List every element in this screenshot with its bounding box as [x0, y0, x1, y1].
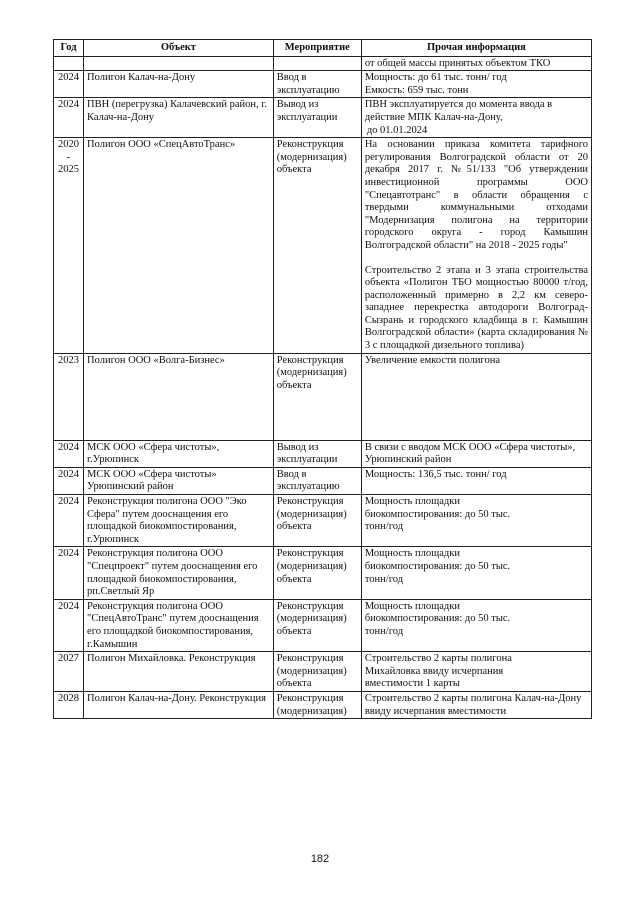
year-cell: 2028	[54, 691, 84, 718]
event-cell: Ввод в эксплуатацию	[273, 467, 361, 494]
info-line: до 01.01.2024	[366, 124, 428, 136]
info-line: ПВН эксплуатируется до момента ввода в действие МПК Калач-на-Дону,	[364, 99, 553, 123]
info-cell: Мощность площадки биокомпостирования: до 50 тыс. тонн/год	[361, 547, 591, 599]
event-cell: Вывод из эксплуатации	[273, 98, 361, 138]
table-row	[54, 440, 592, 467]
plan-table	[53, 39, 592, 719]
table-row	[54, 599, 592, 651]
info-cell: Увеличение емкости полигона	[361, 353, 591, 440]
table-row	[54, 98, 592, 138]
info-cell: Мощность площадки биокомпостирования: до 50 тыс. тонн/год	[361, 599, 591, 651]
info-paragraph: На основании приказа комитета тарифного регулирования Волгоградской области от 20 декабря 2017 г. №51/133 "Об утверждении инвестиционной программы ООО "Спецавтотранс" в области обращения с твердыми коммунальными отходами "Модернизация полигона на территории городского округа - город Камышин Волгоградской области" на 2018 - 2025 годы"	[364, 139, 588, 251]
object-cell: Полигон ООО «СпецАвтоТранс»	[84, 138, 274, 354]
info-cell: Мощность: 136,5 тыс. тонн/ год	[361, 467, 591, 494]
object-cell: Полигон ООО «Волга-Бизнес»	[84, 353, 274, 440]
info-line: Емкость: 659 тыс. тонн	[364, 84, 469, 96]
table-row	[54, 467, 592, 494]
object-cell: Полигон Калач-на-Дону. Реконструкция	[84, 691, 274, 718]
year-cell: 2024	[54, 599, 84, 651]
table-row	[54, 353, 592, 440]
object-cell: Реконструкция полигона ООО "СпецАвтоТранс" путем дооснащения его площадкой биокомпостирования, г.Камышин	[84, 599, 274, 651]
info-cell: Строительство 2 карты полигона Михайловка ввиду исчерпания вместимости 1 карты	[361, 652, 591, 692]
info-cell: В связи с вводом МСК ООО «Сфера чистоты», Урюпинский район	[361, 440, 591, 467]
header-year: Год	[54, 40, 84, 57]
year-cell: 2020 - 2025	[54, 138, 84, 354]
continuation-text: от общей массы принятых объектом ТКО	[361, 56, 591, 71]
object-cell: Полигон Михайловка. Реконструкция	[84, 652, 274, 692]
object-cell: Реконструкция полигона ООО "Спецпроект" путем дооснащения его площадкой биокомпостирования, рп.Светлый Яр	[84, 547, 274, 599]
header-info: Прочая информация	[361, 40, 591, 57]
event-cell: Реконструкция (модернизация)	[273, 691, 361, 718]
event-cell: Реконструкция (модернизация) объекта	[273, 652, 361, 692]
page-number: 182	[310, 853, 330, 865]
event-cell: Реконструкция (модернизация) объекта	[273, 138, 361, 354]
info-cell: Строительство 2 карты полигона Калач-на-Дону ввиду исчерпания вместимости	[361, 691, 591, 718]
info-cell	[361, 138, 591, 354]
event-cell: Реконструкция (модернизация) объекта	[273, 599, 361, 651]
object-cell: ПВН (перегрузка) Калачевский район, г. Калач-на-Дону	[84, 98, 274, 138]
info-paragraph: Строительство 2 этапа и 3 этапа строительства объекта «Полигон ТБО мощностью 80000 т/год, расположенный примерно в 2,2 км северо-западнее перекрестка автодороги Волгоград-Сызрань и городского кладбища в г. Камышин Волгоградской области» (карта складирования № 3 с площадкой дизельного топлива)	[364, 264, 588, 352]
year-cell: 2023	[54, 353, 84, 440]
info-line: Мощность: до 61 тыс. тонн/ год	[364, 72, 507, 84]
year-cell: 2024	[54, 467, 84, 494]
event-cell: Реконструкция (модернизация) объекта	[273, 353, 361, 440]
year-cell: 2024	[54, 547, 84, 599]
year-cell: 2024	[54, 440, 84, 467]
table-row	[54, 547, 592, 599]
object-cell: МСК ООО «Сфера чистоты» Урюпинский район	[84, 467, 274, 494]
table-row	[54, 495, 592, 547]
object-cell: Реконструкция полигона ООО "Эко Сфера" путем дооснащения его площадкой биокомпостирования, г.Урюпинск	[84, 495, 274, 547]
info-cell: Мощность площадки биокомпостирования: до 50 тыс. тонн/год	[361, 495, 591, 547]
object-cell: МСК ООО «Сфера чистоты», г.Урюпинск	[84, 440, 274, 467]
info-cell	[361, 98, 591, 138]
event-cell: Реконструкция (модернизация) объекта	[273, 495, 361, 547]
header-event: Мероприятие	[273, 40, 361, 57]
event-cell: Вывод из эксплуатации	[273, 440, 361, 467]
table-row	[54, 652, 592, 692]
year-cell: 2027	[54, 652, 84, 692]
continuation-row	[54, 56, 592, 71]
info-cell	[361, 71, 591, 98]
header-row	[54, 40, 592, 57]
header-object: Объект	[84, 40, 274, 57]
year-cell: 2024	[54, 71, 84, 98]
table-row	[54, 138, 592, 354]
table-row	[54, 71, 592, 98]
object-cell: Полигон Калач-на-Дону	[84, 71, 274, 98]
event-cell: Ввод в эксплуатацию	[273, 71, 361, 98]
table-row	[54, 691, 592, 718]
event-cell: Реконструкция (модернизация) объекта	[273, 547, 361, 599]
year-cell: 2024	[54, 495, 84, 547]
year-cell: 2024	[54, 98, 84, 138]
